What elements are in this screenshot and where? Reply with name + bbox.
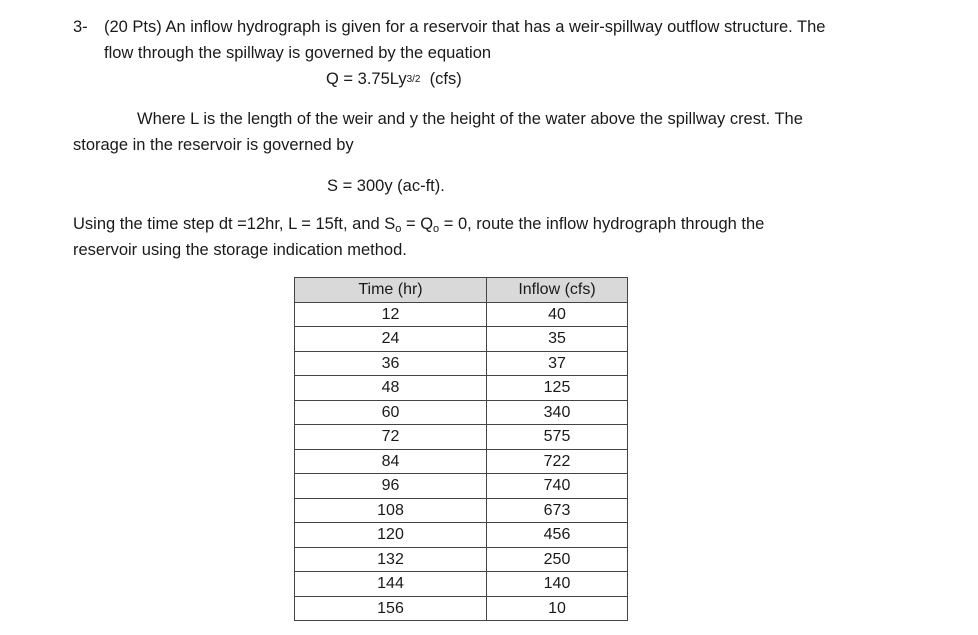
weir-equation-main: Q = 3.75Ly [326,70,407,88]
table-row [295,596,628,621]
table-row [295,400,628,425]
inflow-cell: 250 [487,547,628,572]
time-cell: 120 [295,523,487,548]
definition-line2: storage in the reservoir is governed by [73,136,354,154]
time-cell: 12 [295,302,487,327]
table-row [295,572,628,597]
outflow-initial-subscript: o [433,223,440,235]
definition-line1: Where L is the length of the weir and y the height of the water above the spillway crest. The [137,110,803,128]
storage-equation: S = 300y (ac-ft). [327,177,445,195]
table-row [295,425,628,450]
column-header-time: Time (hr) [295,278,487,303]
table-row [295,302,628,327]
weir-equation [326,71,462,88]
inflow-hydrograph-table [294,277,628,621]
table-row [295,351,628,376]
inflow-cell: 456 [487,523,628,548]
problem-statement-line2: flow through the spillway is governed by the equation [104,44,492,62]
time-cell: 36 [295,351,487,376]
time-cell: 96 [295,474,487,499]
inflow-cell: 37 [487,351,628,376]
table-row [295,449,628,474]
time-cell: 108 [295,498,487,523]
weir-equation-units: (cfs) [429,70,462,88]
inflow-cell: 575 [487,425,628,450]
table-header-row [295,278,628,303]
table-row [295,523,628,548]
column-header-inflow: Inflow (cfs) [487,278,628,303]
instructions-part-a: Using the time step dt =12hr, L = 15ft, and S [73,215,396,233]
inflow-cell: 140 [487,572,628,597]
inflow-cell: 125 [487,376,628,401]
inflow-cell: 40 [487,302,628,327]
time-cell: 156 [295,596,487,621]
instructions-line1 [73,216,764,233]
time-cell: 84 [295,449,487,474]
time-cell: 144 [295,572,487,597]
time-cell: 48 [295,376,487,401]
time-cell: 72 [295,425,487,450]
weir-equation-exponent: 3/2 [406,74,421,85]
table-row [295,474,628,499]
problem-number: 3- [73,18,88,36]
inflow-cell: 35 [487,327,628,352]
instructions-part-b: = Q [401,215,434,233]
table-row [295,498,628,523]
time-cell: 24 [295,327,487,352]
table-row [295,327,628,352]
table-row [295,547,628,572]
instructions-line2: reservoir using the storage indication method. [73,241,407,259]
inflow-cell: 10 [487,596,628,621]
inflow-cell: 722 [487,449,628,474]
inflow-cell: 673 [487,498,628,523]
table-row [295,376,628,401]
time-cell: 60 [295,400,487,425]
instructions-part-c: = 0, route the inflow hydrograph through the [439,215,765,233]
storage-initial-subscript: o [395,223,402,235]
time-cell: 132 [295,547,487,572]
problem-statement-line1: (20 Pts) An inflow hydrograph is given for a reservoir that has a weir-spillway outflow structure. The [104,18,826,36]
inflow-cell: 340 [487,400,628,425]
inflow-cell: 740 [487,474,628,499]
